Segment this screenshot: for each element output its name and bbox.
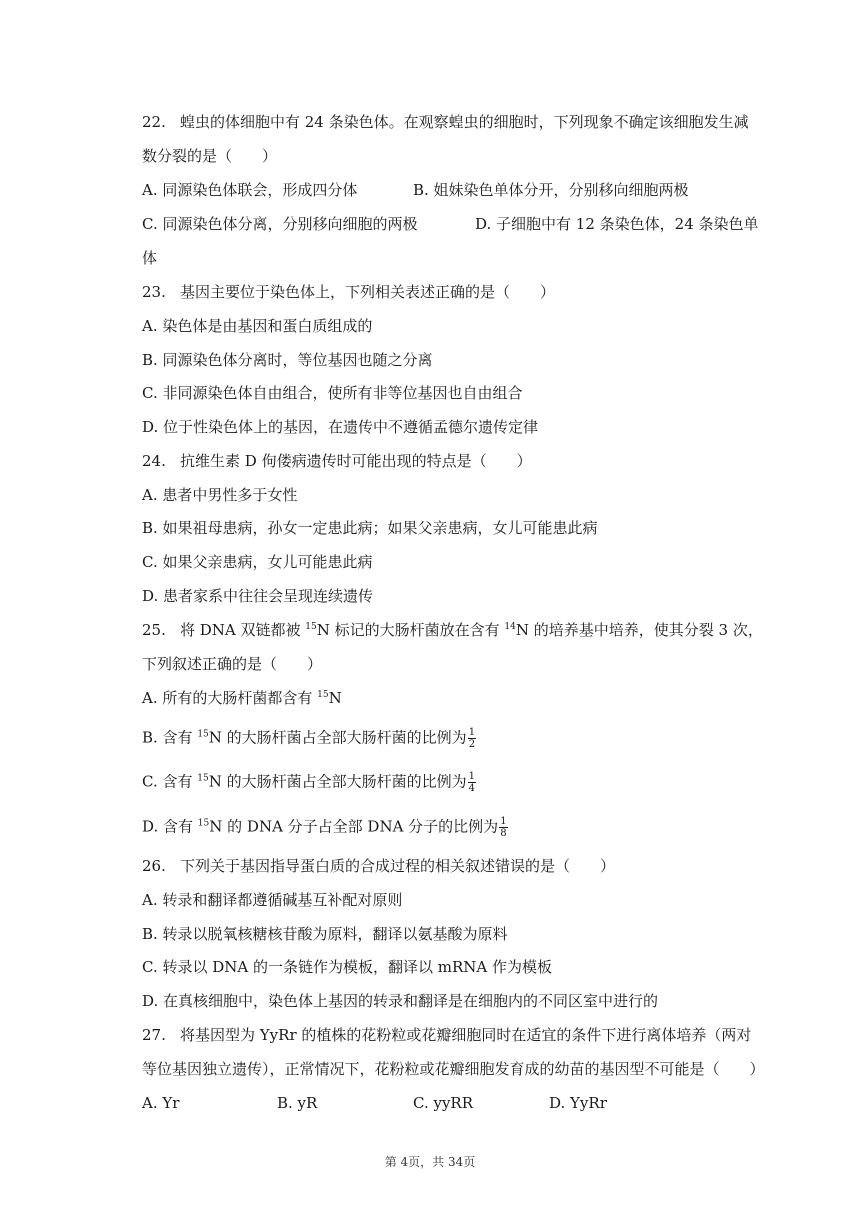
fraction-numerator: 1 (468, 771, 475, 782)
isotope-superscript: 15 (197, 773, 209, 784)
isotope-superscript: 15 (305, 622, 317, 632)
q23-option-a: A. 染色体是由基因和蛋白质组成的 (142, 317, 373, 335)
fraction-numerator: 1 (468, 727, 476, 738)
q24-number: 24. (142, 452, 166, 470)
q26-number: 26. (142, 857, 166, 875)
q24-stem-text: 抗维生素 D 佝偻病遗传时可能出现的特点是（ ） (180, 452, 532, 470)
fraction-denominator: 4 (468, 783, 475, 794)
q25-stem-part-c: N 的培养基中培养，使其分裂 3 次， (515, 621, 763, 639)
fraction-one-quarter (468, 771, 476, 794)
fraction-denominator: 8 (500, 828, 507, 839)
q23-option-d: D. 位于性染色体上的基因，在遗传中不遵循孟德尔遗传定律 (142, 418, 539, 436)
isotope-superscript: 15 (197, 818, 210, 829)
q24-option-b: B. 如果祖母患病，孙女一定患此病；如果父亲患病，女儿可能患此病 (142, 519, 598, 537)
q25-stem-line1 (142, 620, 763, 640)
q27-option-a: A. Yr (142, 1094, 180, 1112)
q27-number: 27. (142, 1026, 166, 1044)
q25-option-a (142, 688, 342, 708)
q22-option-c: C. 同源染色体分离，分别移向细胞的两极 (142, 215, 418, 233)
q26-option-d: D. 在真核细胞中，染色体上基因的转录和翻译是在细胞内的不同区室中进行的 (142, 992, 659, 1010)
q23-option-c: C. 非同源染色体自由组合，使所有非等位基因也自由组合 (142, 384, 523, 402)
q23-stem-text: 基因主要位于染色体上，下列相关表述正确的是（ ） (180, 283, 556, 301)
page-footer: 第 4页，共 34页 (384, 1155, 476, 1169)
q22-option-b: B. 姐妹染色单体分开，分别移向细胞两极 (413, 181, 689, 199)
q25-option-b-text: B. 含有 (142, 728, 198, 747)
q26-stem (142, 856, 615, 876)
fraction-one-eighth (499, 816, 507, 839)
q27-stem-line2: 等位基因独立遗传），正常情况下，花粉粒或花瓣细胞发育成的幼苗的基因型不可能是（ ） (142, 1060, 765, 1078)
q25-option-c (142, 771, 476, 794)
q22-number: 22. (142, 113, 166, 131)
q22-option-d-wrap: 体 (142, 249, 158, 267)
q27-stem-text: 将基因型为 YyRr 的植株的花粉粒或花瓣细胞同时在适宜的条件下进行离体培养（两对 (180, 1026, 752, 1044)
q27-option-d: D. YyRr (549, 1094, 607, 1112)
q25-option-d (142, 816, 508, 839)
q25-option-d-text: D. 含有 (142, 817, 198, 836)
fraction-denominator: 2 (468, 739, 476, 750)
isotope-superscript: 15 (317, 690, 329, 700)
q24-option-c: C. 如果父亲患病，女儿可能患此病 (142, 553, 373, 571)
q25-option-c-text: C. 含有 (142, 772, 198, 791)
q27-option-b: B. yR (277, 1094, 318, 1112)
q25-option-b (142, 727, 476, 750)
q23-option-b: B. 同源染色体分离时，等位基因也随之分离 (142, 351, 433, 369)
q25-option-b-tail: N 的大肠杆菌占全部大肠杆菌的比例为 (208, 728, 467, 747)
q25-option-a-text: A. 所有的大肠杆菌都含有 (142, 689, 318, 707)
q25-stem-part-b: N 标记的大肠杆菌放在含有 (316, 621, 505, 639)
q24-option-d: D. 患者家系中往往会呈现连续遗传 (142, 587, 374, 605)
q25-stem-part-a: 将 DNA 双链都被 (180, 621, 306, 639)
isotope-superscript: 14 (504, 622, 516, 632)
q22-stem-line2: 数分裂的是（ ） (142, 147, 278, 165)
q24-stem (142, 451, 532, 471)
fraction-one-half (468, 727, 476, 750)
q26-option-b: B. 转录以脱氧核糖核苷酸为原料，翻译以氨基酸为原料 (142, 925, 508, 943)
q24-option-a: A. 患者中男性多于女性 (142, 486, 298, 504)
q26-option-a: A. 转录和翻译都遵循碱基互补配对原则 (142, 891, 403, 909)
q23-stem (142, 282, 555, 302)
q23-number: 23. (142, 283, 166, 301)
q22-option-d: D. 子细胞中有 12 条染色体，24 条染色单 (475, 215, 759, 233)
q25-number: 25. (142, 621, 166, 639)
q25-stem-line2: 下列叙述正确的是（ ） (142, 655, 323, 673)
q26-option-c: C. 转录以 DNA 的一条链作为模板，翻译以 mRNA 作为模板 (142, 958, 553, 976)
q27-option-c: C. yyRR (413, 1094, 474, 1112)
q26-stem-text: 下列关于基因指导蛋白质的合成过程的相关叙述错误的是（ ） (180, 857, 616, 875)
q27-stem-line1 (142, 1025, 751, 1045)
q22-option-a: A. 同源染色体联会，形成四分体 (142, 181, 358, 199)
q22-stem-line1 (142, 112, 749, 132)
q25-option-d-tail: N 的 DNA 分子占全部 DNA 分子的比例为 (209, 817, 499, 836)
q22-stem-text: 蝗虫的体细胞中有 24 条染色体。在观察蝗虫的细胞时，下列现象不确定该细胞发生减 (180, 113, 749, 131)
q25-option-a-tail: N (328, 689, 342, 707)
q25-option-c-tail: N 的大肠杆菌占全部大肠杆菌的比例为 (208, 772, 467, 791)
isotope-superscript: 15 (197, 729, 209, 740)
fraction-numerator: 1 (500, 816, 507, 827)
